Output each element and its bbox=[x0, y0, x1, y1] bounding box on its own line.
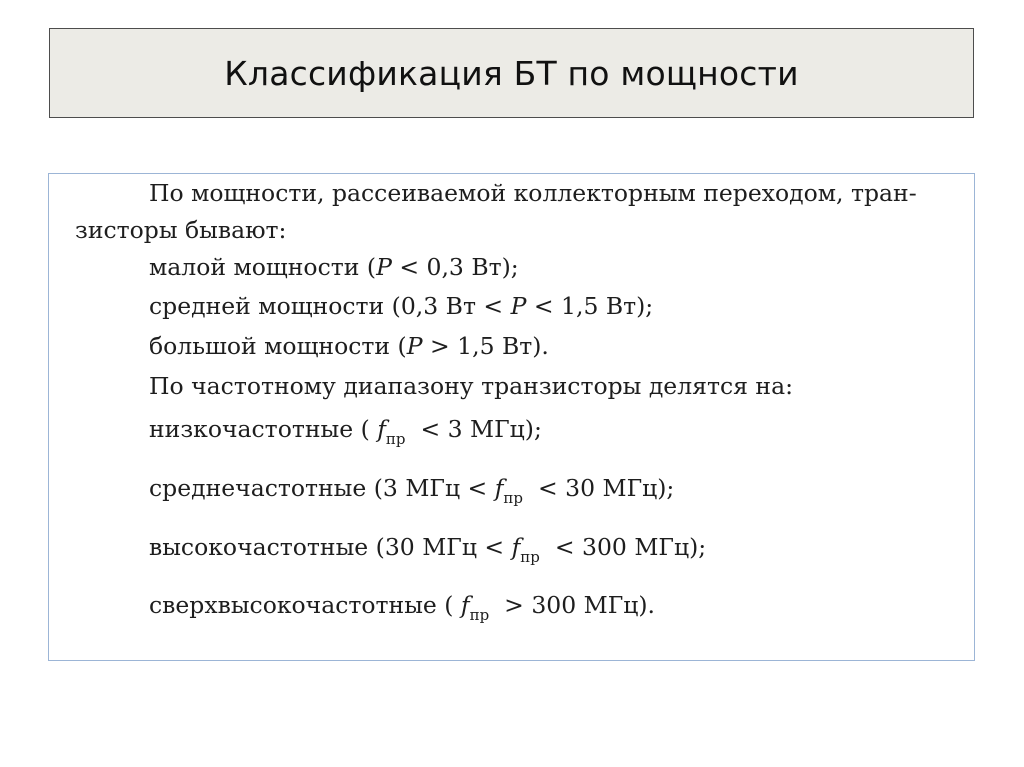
text-segment: низкочастотные ( bbox=[149, 415, 378, 443]
text-line-medium-power bbox=[149, 292, 654, 320]
frequency-variable: f bbox=[460, 591, 470, 619]
text-line-ultra-high-frequency bbox=[149, 591, 656, 624]
power-variable: P bbox=[376, 253, 392, 281]
text-segment: средней мощности (0,3 Вт < bbox=[149, 292, 511, 320]
text-line-low-power bbox=[149, 253, 519, 281]
text-segment: < 300 МГц); bbox=[539, 533, 707, 561]
text-segment: < 30 МГц); bbox=[523, 474, 675, 502]
text-line-high-power bbox=[149, 332, 549, 360]
frequency-subscript: пр bbox=[503, 489, 524, 507]
text-segment: < 1,5 Вт); bbox=[526, 292, 654, 320]
text-line-low-frequency bbox=[149, 415, 542, 448]
text-segment: большой мощности ( bbox=[149, 332, 407, 360]
power-variable: P bbox=[406, 332, 423, 360]
text-line-medium-frequency bbox=[149, 474, 675, 507]
frequency-subscript: пр bbox=[385, 430, 406, 448]
text-line-high-frequency bbox=[149, 533, 707, 566]
text-segment: высокочастотные (30 МГц < bbox=[149, 533, 512, 561]
slide-title: Классификация БТ по мощности bbox=[224, 53, 799, 93]
text-segment: > 1,5 Вт). bbox=[422, 332, 549, 360]
frequency-variable: f bbox=[377, 415, 386, 443]
text-line-1: По мощности, рассеиваемой коллекторным переходом, тран- bbox=[149, 179, 917, 207]
frequency-variable: f bbox=[511, 533, 521, 561]
text-segment: < 3 МГц); bbox=[405, 415, 542, 443]
text-segment: > 300 МГц). bbox=[489, 591, 656, 619]
text-line-2: зисторы бывают: bbox=[75, 216, 287, 244]
frequency-variable: f bbox=[494, 474, 504, 502]
text-line-frequency-heading: По частотному диапазону транзисторы делятся на: bbox=[149, 372, 794, 400]
frequency-subscript: пр bbox=[469, 606, 490, 624]
slide-title-box bbox=[49, 28, 974, 118]
text-segment: малой мощности ( bbox=[149, 253, 377, 281]
frequency-subscript: пр bbox=[520, 548, 540, 566]
text-segment: среднечастотные (3 МГц < bbox=[149, 474, 495, 502]
text-segment: сверхвысокочастотные ( bbox=[149, 591, 461, 619]
scanned-text-image bbox=[48, 173, 975, 661]
power-variable: P bbox=[510, 292, 527, 320]
text-segment: < 0,3 Вт); bbox=[391, 253, 519, 281]
